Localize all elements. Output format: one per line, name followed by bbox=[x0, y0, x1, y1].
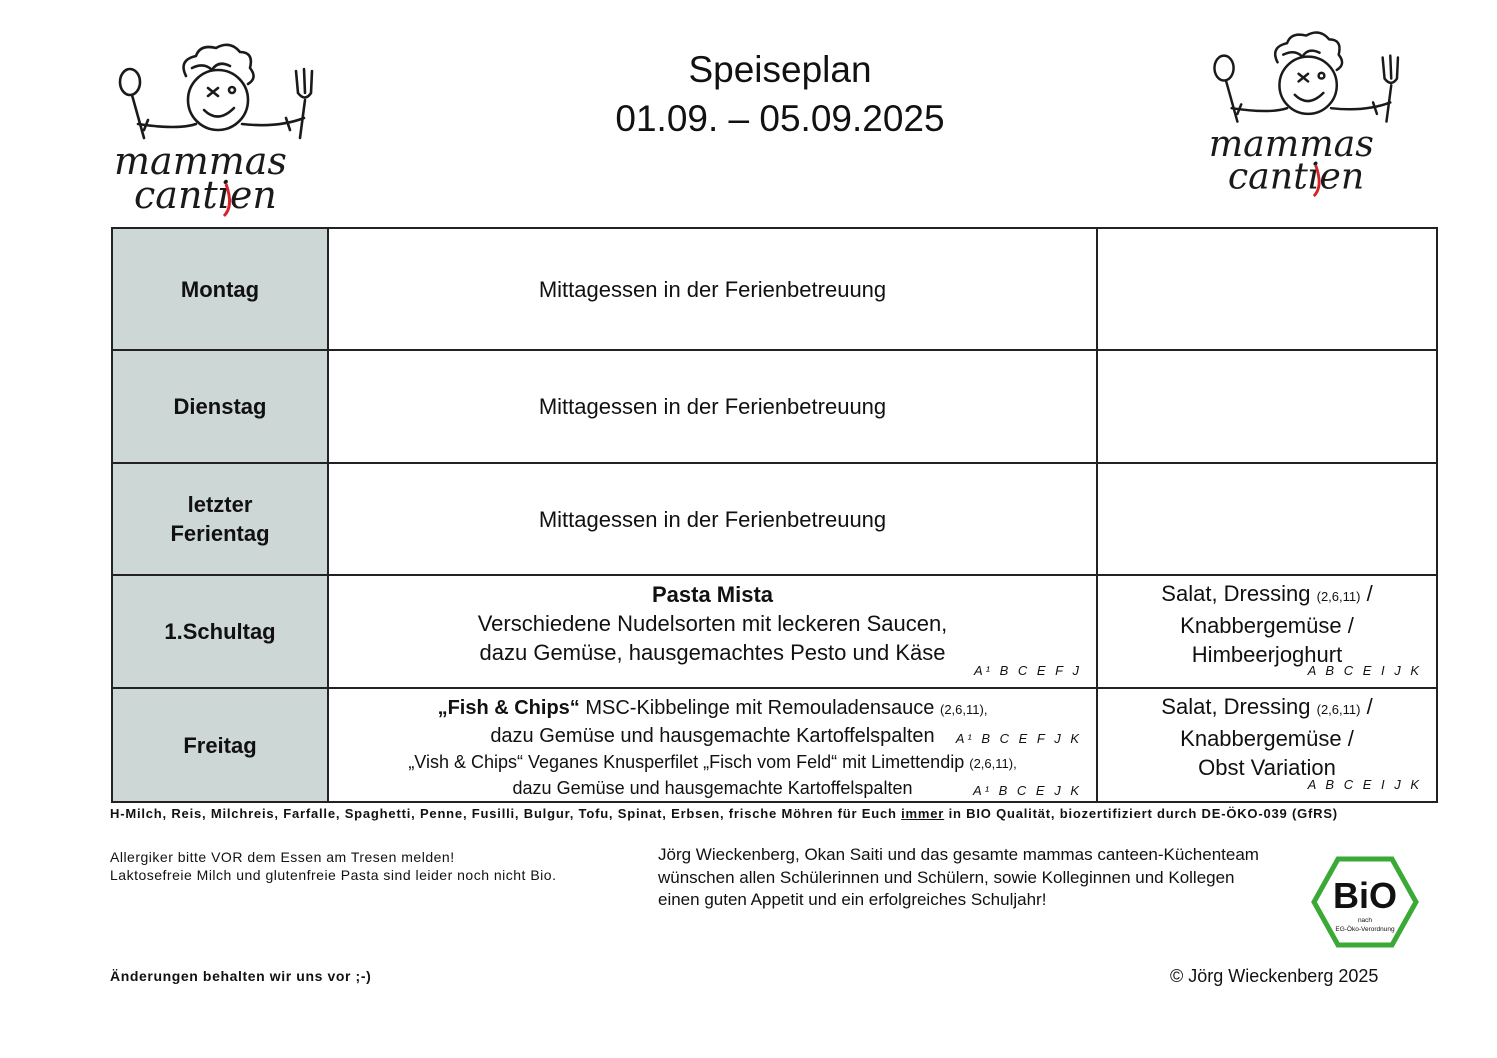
bio-seal-text: BiO bbox=[1332, 875, 1398, 916]
changes-note: Änderungen behalten wir uns vor ;-) bbox=[110, 968, 372, 984]
meal-cell bbox=[328, 688, 1097, 802]
copyright: © Jörg Wieckenberg 2025 bbox=[1170, 966, 1379, 986]
meal-description: „Vish & Chips“ Veganes Knusperfilet „Fisch vom Feld“ mit Limettendip bbox=[408, 752, 965, 772]
allergen-codes: A¹ B C E F J bbox=[974, 663, 1082, 678]
day-label-line2: Ferientag bbox=[170, 521, 270, 546]
table-row bbox=[112, 350, 1437, 463]
menu-table bbox=[111, 227, 1438, 803]
additive-codes: (2,6,11) bbox=[1316, 588, 1361, 604]
table-row bbox=[112, 688, 1437, 802]
date-range: 01.09. – 05.09.2025 bbox=[615, 98, 945, 139]
meal-description: Verschiedene Nudelsorten mit leckeren Saucen, bbox=[477, 611, 948, 636]
allergen-codes: A B C E I J K bbox=[1307, 777, 1422, 792]
meal-description: dazu Gemüse und hausgemachte Kartoffelspalten bbox=[490, 725, 935, 747]
meal-cell: Mittagessen in der Ferienbetreuung bbox=[328, 228, 1097, 350]
day-cell: Montag bbox=[112, 228, 328, 350]
meal-cell bbox=[328, 575, 1097, 688]
meal-cell: Mittagessen in der Ferienbetreuung bbox=[328, 463, 1097, 575]
day-cell: Dienstag bbox=[112, 350, 328, 463]
allergen-codes: A B C E I J K bbox=[1307, 663, 1422, 678]
allergen-codes: A¹ B C E F J K bbox=[955, 731, 1082, 746]
meal-cell: Mittagessen in der Ferienbetreuung bbox=[328, 350, 1097, 463]
side-cell bbox=[1097, 463, 1437, 575]
table-row bbox=[112, 228, 1437, 350]
side-item: Himbeerjoghurt bbox=[1191, 641, 1343, 667]
additive-codes: (2,6,11), bbox=[939, 702, 988, 717]
day-cell bbox=[112, 463, 328, 575]
day-cell: Freitag bbox=[112, 688, 328, 802]
allergy-note: Allergiker bitte VOR dem Essen am Tresen melden! Laktosefreie Milch und glutenfreie Pasta sind leider noch nicht Bio. bbox=[110, 849, 557, 883]
mammas-canteen-logo-right bbox=[1198, 26, 1423, 198]
meal-description: MSC-Kibbelinge mit Remouladensauce bbox=[585, 697, 935, 719]
logo-text-mammas: mammas bbox=[1208, 121, 1374, 165]
allergen-codes: A¹ B C E J K bbox=[973, 783, 1082, 798]
side-item: Knabbergemüse / bbox=[1180, 726, 1354, 751]
bio-seal-icon bbox=[1310, 856, 1420, 948]
side-item: Salat, Dressing bbox=[1161, 580, 1311, 606]
svg-text:EG-Öko-Verordnung: EG-Öko-Verordnung bbox=[1335, 926, 1395, 933]
day-label-line1: letzter bbox=[187, 492, 253, 517]
table-row bbox=[112, 575, 1437, 688]
chef-figure-icon bbox=[108, 38, 333, 218]
side-item: Salat, Dressing bbox=[1161, 694, 1311, 719]
svg-text:nach: nach bbox=[1357, 917, 1373, 924]
side-cell bbox=[1097, 228, 1437, 350]
logo-text-cantien: cantien bbox=[134, 173, 277, 217]
additive-codes: (2,6,11), bbox=[969, 756, 1017, 771]
meal-title: Pasta Mista bbox=[651, 582, 774, 607]
bio-quality-note: H-Milch, Reis, Milchreis, Farfalle, Spaghetti, Penne, Fusilli, Bulgur, Tofu, Spinat, Erbsen, frische Möhren für Euch immer in BIO Qualität, biozertifiziert durch DE-ÖKO-039 (GfRS) bbox=[110, 806, 1338, 821]
side-item: Obst Variation bbox=[1198, 755, 1336, 780]
meal-title: „Fish & Chips“ bbox=[437, 697, 580, 719]
separator: / bbox=[1366, 580, 1373, 606]
logo-text-cantien: cantien bbox=[1227, 154, 1365, 198]
emphasis-immer: immer bbox=[901, 806, 945, 821]
page-title: Speiseplan bbox=[688, 49, 872, 90]
meal-description: dazu Gemüse und hausgemachte Kartoffelspalten bbox=[512, 778, 913, 798]
side-item: Knabbergemüse / bbox=[1180, 612, 1354, 638]
day-cell: 1.Schultag bbox=[112, 575, 328, 688]
table-row bbox=[112, 463, 1437, 575]
team-message: Jörg Wieckenberg, Okan Saiti und das gesamte mammas canteen-Küchenteam wünschen allen Schülerinnen und Schülern, sowie Kolleginnen und Kollegen einen guten Appetit und ein erfolgreiches Schuljahr! bbox=[658, 845, 1259, 909]
side-cell bbox=[1097, 575, 1437, 688]
logo-text-mammas: mammas bbox=[114, 139, 287, 183]
side-cell bbox=[1097, 688, 1437, 802]
mammas-canteen-logo-left bbox=[108, 38, 333, 218]
chef-figure-icon bbox=[1198, 26, 1423, 198]
side-cell bbox=[1097, 350, 1437, 463]
additive-codes: (2,6,11) bbox=[1316, 702, 1361, 717]
separator: / bbox=[1366, 694, 1373, 719]
meal-description: dazu Gemüse, hausgemachtes Pesto und Käse bbox=[479, 640, 946, 665]
